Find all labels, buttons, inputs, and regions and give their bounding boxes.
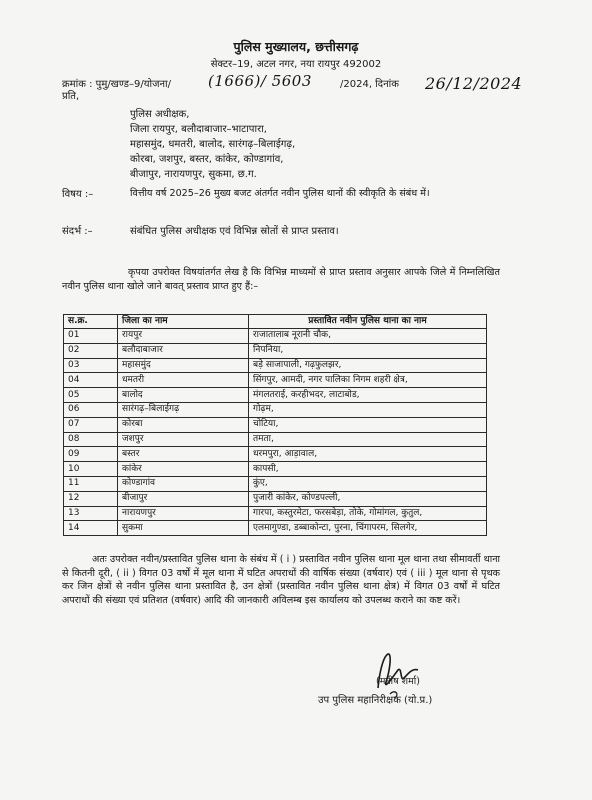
table-row (64, 462, 487, 477)
cell-district: सुकमा (118, 521, 249, 536)
table-header-row (64, 315, 487, 329)
cell-station: धरमपुरा, आड़ावाल, (249, 447, 487, 462)
cell-district: कांकेर (118, 462, 249, 477)
signature-scribble (370, 648, 430, 700)
cell-district: नारायणपुर (118, 506, 249, 521)
table-row (64, 432, 487, 447)
signatory-name: (मनीष शर्मा) (376, 676, 420, 687)
subject-text: वित्तीय वर्ष 2025–26 मुख्य बजट अंतर्गत नवीन पुलिस थानों की स्वीकृति के संबंध में। (130, 188, 430, 199)
cell-station: राजातालाब नूरानी चौक, (249, 329, 487, 344)
table-row (64, 388, 487, 403)
cell-station: निपनिया, (249, 343, 487, 358)
cell-district: कोण्डागांव (118, 476, 249, 491)
cell-serial: 05 (64, 388, 118, 403)
reference-label: क्रमांक : पुमु/खण्ड–9/योजना/ (62, 79, 172, 90)
table-row (64, 343, 487, 358)
cell-serial: 14 (64, 521, 118, 536)
closing-paragraph: अतः उपरोक्त नवीन/प्रस्तावित पुलिस थाना के संबंध में ( i ) प्रस्तावित नवीन पुलिस थाना मूल थाना तथा सीमावर्ती थाना से कितनी दूरी, ( ii ) विगत 03 वर्षों में मूल थाना में घटित अपराधों की वार्षिक संख्या (वर्षवार) एवं ( iii ) मूल थाना से पृथक कर जिन क्षेत्रों से नवीन पुलिस थाना प्रस्तावित है, उन क्षेत्रों (प्रस्तावित नवीन पुलिस थाना क्षेत्र) में विगत 03 वर्षों में घटित अपराधों की संख्या एवं प्रतिशत (वर्षवार) आदि की जानकारी अविलम्ब इस कार्यालय को उपलब्ध कराने का कष्ट करें। (62, 554, 500, 606)
addressee-line: जिला रायपुर, बलौदाबाजार–भाटापारा, (130, 124, 267, 135)
cell-station: कुंए, (249, 476, 487, 491)
cell-district: रायपुर (118, 329, 249, 344)
cell-district: धमतरी (118, 373, 249, 388)
cell-station: गोढ़म, (249, 402, 487, 417)
table-body (64, 329, 487, 536)
cell-serial: 04 (64, 373, 118, 388)
cell-district: सारंगढ़–बिलाईगढ़ (118, 402, 249, 417)
reference-number: (1666)/ 5603 (208, 72, 312, 90)
context-label: संदर्भ :– (62, 226, 93, 237)
cell-serial: 08 (64, 432, 118, 447)
table-row (64, 506, 487, 521)
cell-serial: 09 (64, 447, 118, 462)
subject-label: विषय :– (62, 189, 94, 200)
addressee-line: कोरबा, जशपुर, बस्तर, कांकेर, कोण्डागांव, (130, 154, 284, 165)
cell-station: सिंगपुर, आमदी, नगर पालिका निगम शहरी क्षेत्र, (249, 373, 487, 388)
signatory-designation: उप पुलिस महानिरीक्षक (यो.प्र.) (318, 695, 433, 706)
to-label: प्रति, (62, 91, 80, 102)
cell-station: कापसी, (249, 462, 487, 477)
table-row (64, 476, 487, 491)
cell-district: जशपुर (118, 432, 249, 447)
cell-station: बड़े साजापाली, गढ़फुलझर, (249, 358, 487, 373)
context-text: संबंधित पुलिस अधीक्षक एवं विभिन्न स्रोतों से प्राप्त प्रस्ताव। (130, 226, 339, 237)
addressee-line: पुलिस अधीक्षक, (130, 109, 190, 120)
cell-district: महासमुंद (118, 358, 249, 373)
cell-district: बालोद (118, 388, 249, 403)
header-district: जिला का नाम (118, 315, 249, 329)
cell-district: बीजापुर (118, 491, 249, 506)
cell-serial: 06 (64, 402, 118, 417)
table-row (64, 521, 487, 536)
office-address: सेक्टर–19, अटल नगर, नया रायपुर 492002 (210, 59, 382, 70)
cell-station: एलमागुण्डा, डब्बाकोन्टा, पुरना, चिंगापरम, सिलगेर, (249, 521, 487, 536)
table-row (64, 373, 487, 388)
cell-district: कोरबा (118, 417, 249, 432)
table-row (64, 402, 487, 417)
cell-serial: 03 (64, 358, 118, 373)
cell-serial: 12 (64, 491, 118, 506)
cell-station: तमता, (249, 432, 487, 447)
cell-serial: 02 (64, 343, 118, 358)
table-row (64, 329, 487, 344)
intro-paragraph: कृपया उपरोक्त विषयांतर्गत लेख है कि विभिन्न माध्यमों से प्राप्त प्रस्ताव अनुसार आपके जिले में निम्नलिखित नवीन पुलिस थाना खोले जाने बावत् प्रस्ताव प्राप्त हुए हैं:– (62, 267, 500, 292)
cell-serial: 07 (64, 417, 118, 432)
header-station: प्रस्तावित नवीन पुलिस थाना का नाम (249, 315, 487, 329)
table-row (64, 417, 487, 432)
cell-serial: 10 (64, 462, 118, 477)
table-row (64, 447, 487, 462)
cell-station: चोटिया, (249, 417, 487, 432)
police-station-table (63, 314, 487, 536)
office-title: पुलिस मुख्यालय, छत्तीसगढ़ (233, 39, 359, 54)
reference-year: /2024, दिनांक (340, 79, 399, 90)
cell-station: मंगलतराई, करहीभदर, लाटाबोड, (249, 388, 487, 403)
cell-station: पुजारी कांकेर, कोण्डपल्ली, (249, 491, 487, 506)
cell-serial: 01 (64, 329, 118, 344)
table-row (64, 358, 487, 373)
table-row (64, 491, 487, 506)
cell-district: बलौदाबाजार (118, 343, 249, 358)
cell-serial: 13 (64, 506, 118, 521)
cell-serial: 11 (64, 476, 118, 491)
cell-station: गारपा, कस्तुरमेटा, फरसबेड़ा, तोके, गोमांगल, कुतुल, (249, 506, 487, 521)
cell-district: बस्तर (118, 447, 249, 462)
reference-date: 26/12/2024 (425, 74, 523, 93)
addressee-line: बीजापुर, नारायणपुर, सुकमा, छ.ग. (130, 169, 257, 180)
addressee-line: महासमुंद, धमतरी, बालोद, सारंगढ़–बिलाईगढ़, (130, 139, 296, 150)
header-serial: स.क्र. (64, 315, 118, 329)
